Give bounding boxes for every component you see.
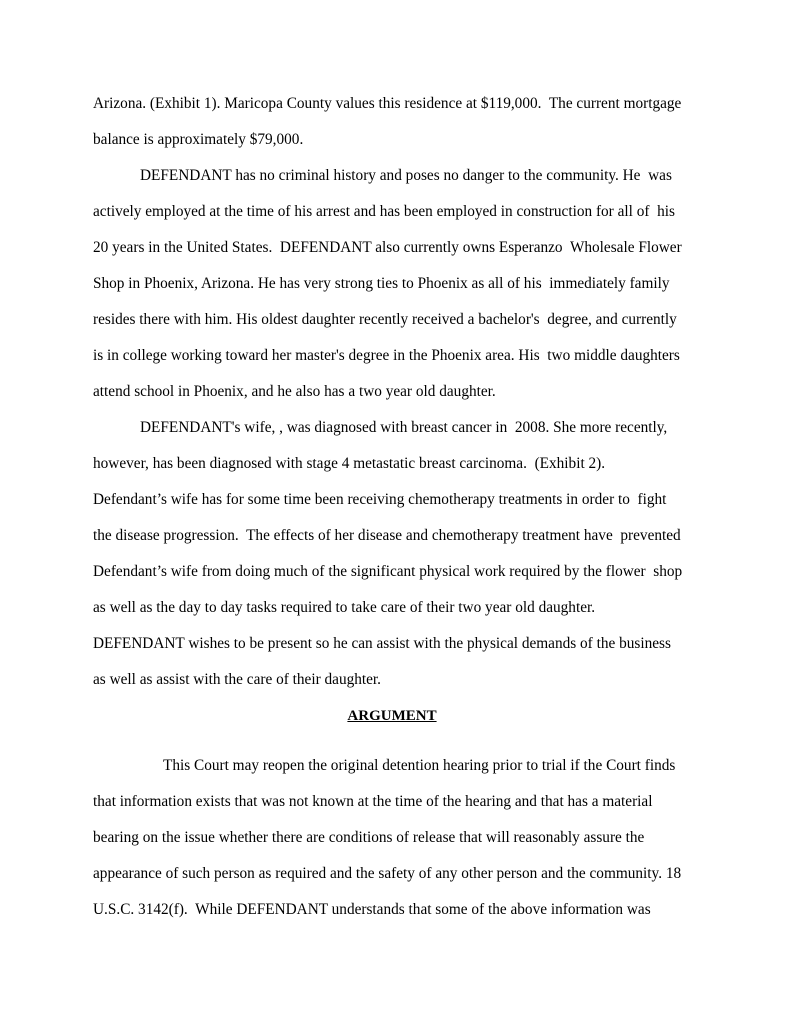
text-line: appearance of such person as required and the safety of any other person and the community. 18 (93, 865, 682, 882)
text-line: the disease progression. The effects of her disease and chemotherapy treatment have prevented (93, 527, 681, 544)
paragraph-property-value (93, 86, 693, 158)
text-line: Shop in Phoenix, Arizona. He has very strong ties to Phoenix as all of his immediately family (93, 275, 670, 292)
text-line: bearing on the issue whether there are conditions of release that will reasonably assure the (93, 829, 645, 846)
text-line: balance is approximately $79,000. (93, 131, 304, 148)
text-line: 20 years in the United States. DEFENDANT also currently owns Esperanzo Wholesale Flower (93, 239, 682, 256)
text-line: DEFENDANT wishes to be present so he can assist with the physical demands of the business (93, 635, 671, 652)
text-line: as well as assist with the care of their daughter. (93, 671, 382, 688)
text-line: is in college working toward her master's degree in the Phoenix area. His two middle daughters (93, 347, 680, 364)
paragraph-argument (93, 748, 693, 928)
text-line: DEFENDANT has no criminal history and poses no danger to the community. He was (140, 167, 672, 184)
paragraph-wife-illness (93, 410, 693, 698)
text-line: attend school in Phoenix, and he also has a two year old daughter. (93, 383, 496, 400)
text-line: Arizona. (Exhibit 1). Maricopa County values this residence at $119,000. The current mortgage (93, 95, 682, 112)
spacer (93, 734, 693, 748)
document-page (93, 86, 693, 928)
text-line: Defendant’s wife has for some time been receiving chemotherapy treatments in order to fight (93, 491, 667, 508)
paragraph-defendant-background (93, 158, 693, 410)
text-line: as well as the day to day tasks required to take care of their two year old daughter. (93, 599, 596, 616)
text-line: however, has been diagnosed with stage 4 metastatic breast carcinoma. (Exhibit 2). (93, 455, 606, 472)
section-heading-argument: ARGUMENT (347, 708, 437, 724)
text-line: actively employed at the time of his arrest and has been employed in construction for all of his (93, 203, 675, 220)
text-line: U.S.C. 3142(f). While DEFENDANT understands that some of the above information was (93, 901, 651, 918)
text-line: This Court may reopen the original detention hearing prior to trial if the Court finds (163, 757, 676, 774)
text-line: Defendant’s wife from doing much of the significant physical work required by the flower shop (93, 563, 683, 580)
text-line: that information exists that was not known at the time of the hearing and that has a material (93, 793, 653, 810)
text-line: DEFENDANT's wife, , was diagnosed with breast cancer in 2008. She more recently, (140, 419, 668, 436)
text-line: resides there with him. His oldest daughter recently received a bachelor's degree, and currently (93, 311, 677, 328)
